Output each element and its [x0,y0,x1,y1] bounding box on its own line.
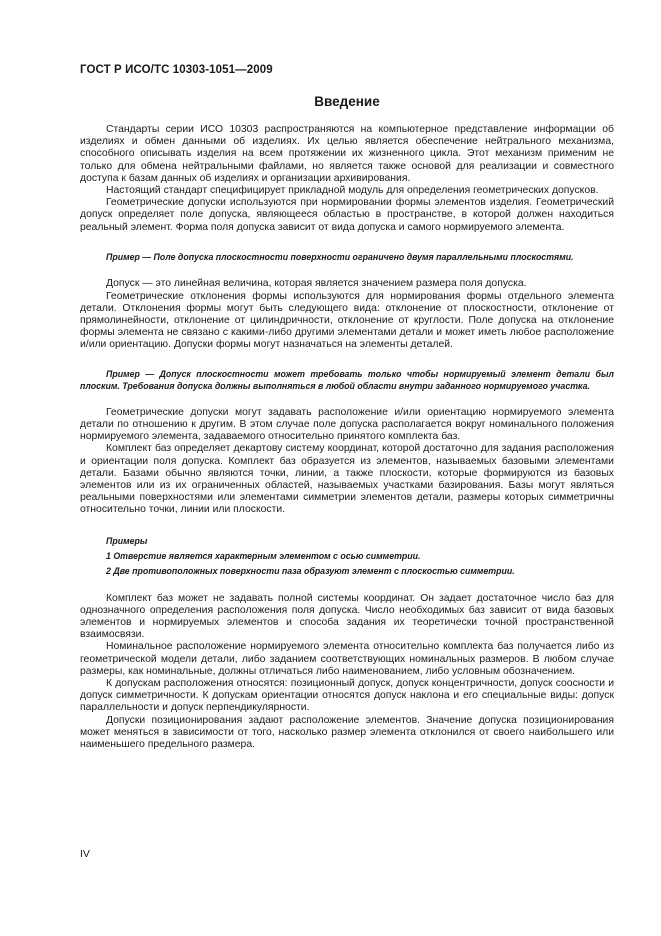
paragraph: К допускам расположения относятся: позиционный допуск, допуск концентричности, допуск соосности и допуск симметричности. К допускам ориентации относятся допуск наклона и его специальные виды: допуск параллельности и допуск перпендикулярности. [80,678,614,714]
example-note: Пример — Поле допуска плоскостности поверхности ограничено двумя параллельными плоскостями. [106,251,574,262]
examples-list-item: 1 Отверстие является характерным элементом с осью симметрии. [106,550,421,561]
examples-list-item: 2 Две противоположных поверхности паза образуют элемент с плоскостью симметрии. [106,565,515,576]
page-title: Введение [314,94,380,109]
paragraph: Геометрические отклонения формы используются для нормирования формы отдельного элемента детали. Отклонения формы могут быть следующего вида: отклонение от плоскостности, отклонение от прямолинейности, отклонение от цилиндричности, отклонение от круглости. Поле допуска на отклонение формы элемента не связано с какими-либо другими элементами детали и может иметь любое расположение и/или ориентацию. Допуски формы могут назначаться на элементы деталей. [80,290,614,351]
paragraph: Комплект баз может не задавать полной системы координат. Он задает достаточное число баз для однозначного определения расположения поля допуска. Число необходимых баз зависит от вида базовых элементов и нормируемых элементов и способа задания их теоретически точной пространственной взаимосвязи. [80,592,614,641]
examples-heading: Примеры [106,535,148,546]
paragraph: Допуски позиционирования задают расположение элементов. Значение допуска позиционирования может меняться в зависимости от того, насколько размер элемента отклонился от своего наибольшего или наименьшего предельного размера. [80,714,614,751]
paragraph: Комплект баз определяет декартову систему координат, которой достаточно для задания расположения и ориентации поля допуска. Комплект баз образуется из элементов, называемых базовыми элементами детали. Базами обычно являются точки, линии, а также плоскости, которые формируются из базовых элементов или из их ограниченных областей, называемых участками базирования. Базы могут являться реальными поверхностями или элементами симметрии элементов детали, размеры которых симметричны относительно точки, линии или плоскости. [80,443,614,516]
paragraph: Настоящий стандарт специфицирует прикладной модуль для определения геометрических допусков. [106,185,599,197]
paragraph: Номинальное расположение нормируемого элемента относительно комплекта баз получается либо из геометрической модели детали, либо заданием соответствующих номинальных размеров. В любом случае размеры, как номинальные, должны отличаться либо наименованием, либо условным обозначением. [80,641,614,677]
document-body [80,124,614,751]
example-note: Пример — Допуск плоскостности может требовать только чтобы нормируемый элемент детали был плоским. Требования допуска должны выполняться в любой области внутри заданного нормируемого участка. [80,368,614,392]
examples-list [80,534,614,579]
paragraph: Стандарты серии ИСО 10303 распространяются на компьютерное представление информации об изделиях и обмен данными об изделиях. Их целью является обеспечение нейтрального механизма, способного описывать изделия на всем протяжении их жизненного цикла. Этот механизм применим не только для обмена нейтральными файлами, но является также основой для реализации и совместного доступа к базам данных об изделиях и организации архивирования. [80,124,614,184]
page-number: IV [80,848,90,860]
paragraph: Геометрические допуски используются при нормировании формы элементов изделия. Геометрический допуск определяет поле допуска, являющееся областью в пространстве, в которой должен находиться реальный элемент. Форма поля допуска зависит от вида допуска и самого нормируемого элемента. [80,197,614,233]
paragraph: Геометрические допуски могут задавать расположение и/или ориентацию нормируемого элемента детали по отношению к другим. В этом случае поле допуска располагается вокруг номинального положения нормируемого элемента, задаваемого относительно принятого комплекта баз. [80,406,614,443]
document-header: ГОСТ Р ИСО/ТС 10303-1051—2009 [80,64,273,76]
paragraph: Допуск — это линейная величина, которая является значением размера поля допуска. [106,278,527,290]
